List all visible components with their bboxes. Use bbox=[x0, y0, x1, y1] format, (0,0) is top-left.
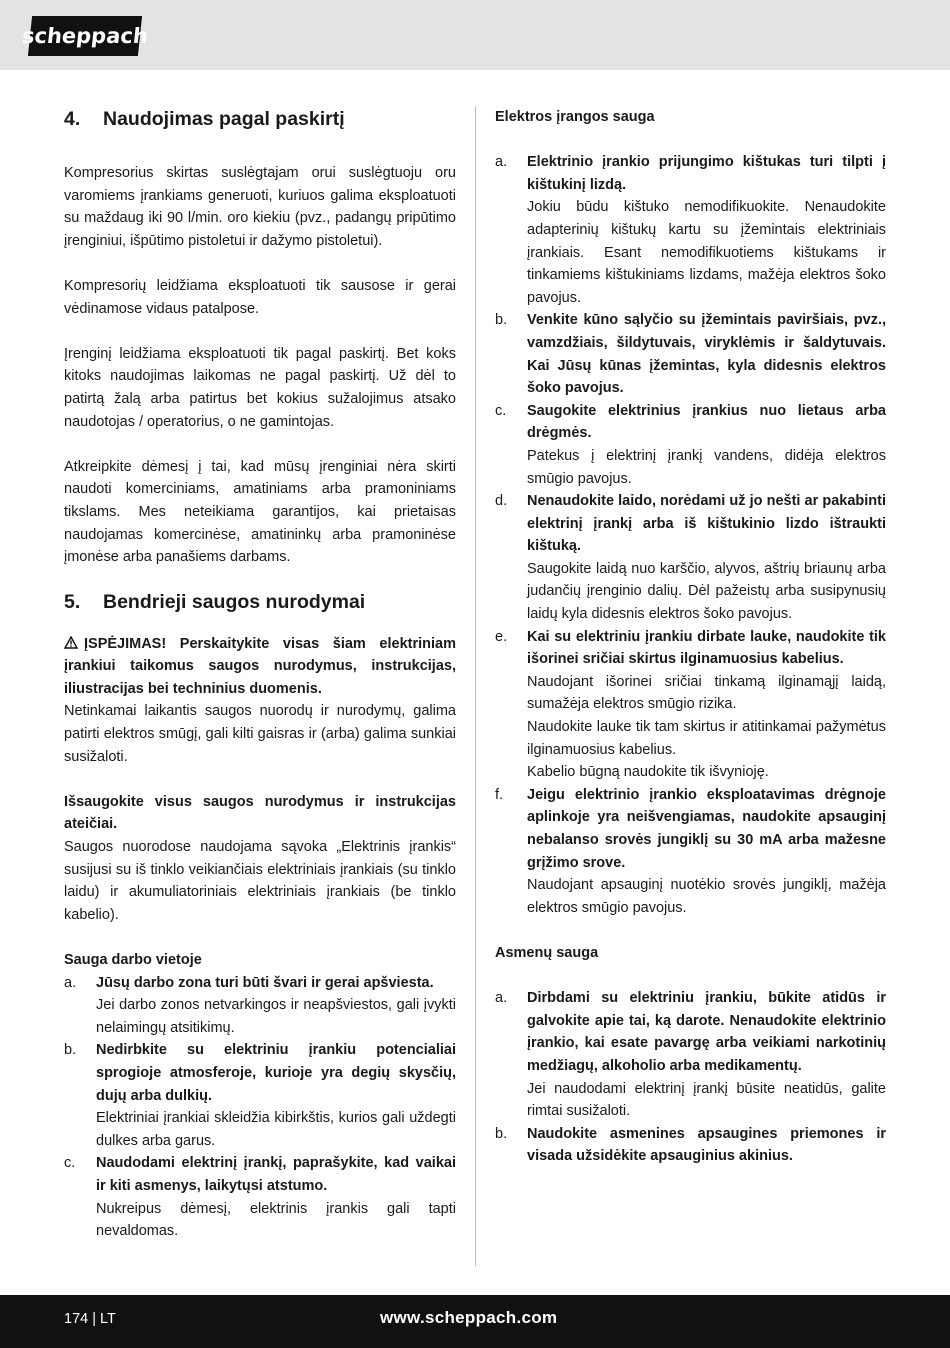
list-item-text: Jei darbo zonos netvarkingos ir neapšviestos, gali įvykti nelaimingų atsitikimų. bbox=[96, 997, 456, 1036]
list-item-text: Naudojant apsauginį nuotėkio srovės jungiklį, mažėja elektros smūgio pavojus. bbox=[527, 877, 886, 916]
list-item-label: b. bbox=[495, 1125, 508, 1142]
list-item-label: a. bbox=[495, 990, 508, 1007]
header-bar bbox=[0, 0, 950, 70]
list-item-text: Saugokite laidą nuo karščio, alyvos, aštrių briaunų arba judančių įrenginio dalių. Dėl pažeistų arba susipynusių laidų kyla didesnis elektros šoko pavojus. bbox=[527, 560, 886, 623]
list-item-text: Jokiu būdu kištuko nemodifikuokite. Nenaudokite adapterinių kištukų kartu su įžemintais elektriniais įrankiais. Esant nemodifikuotiems kištukams ir tinkamiems kištukiniams lizdams, mažėja elektros šoko pavojus. bbox=[527, 199, 886, 306]
right-column bbox=[495, 106, 886, 1168]
list-item-text: Kabelio būgną naudokite tik išvynioję. bbox=[527, 764, 769, 781]
list-item-bold: Jeigu elektrinio įrankio eksploatavimas drėgnoje aplinkoje yra neišvengiamas, naudokite apsauginį nebalanso srovės jungiklį su 30 mA arba mažesne grįžimo srove. bbox=[527, 786, 886, 871]
list-item-body bbox=[96, 1152, 456, 1242]
electrical-safety-list bbox=[495, 151, 886, 919]
list-item-body bbox=[527, 309, 886, 399]
list-item-bold: Jūsų darbo zona turi būti švari ir gerai apšviesta. bbox=[96, 974, 434, 991]
list-item bbox=[495, 309, 886, 399]
section-number: 4. bbox=[64, 108, 81, 130]
list-item-label: f. bbox=[495, 786, 504, 803]
subsection-title: Sauga darbo vietoje bbox=[64, 952, 202, 968]
list-item bbox=[495, 784, 886, 920]
list-item bbox=[495, 490, 886, 626]
warning-icon bbox=[64, 636, 78, 649]
list-item-label: b. bbox=[64, 1042, 77, 1059]
section-title: Naudojimas pagal paskirtį bbox=[103, 108, 345, 130]
list-item-label: a. bbox=[64, 974, 77, 991]
work-safety-list bbox=[64, 972, 456, 1243]
list-item-bold: Nenaudokite laido, norėdami už jo nešti ar pakabinti elektrinį įrankį arba iš kištukinio lizdo ištraukti kištuką. bbox=[527, 493, 886, 555]
list-item-text: Jei naudodami elektrinį įrankį būsite neatidūs, galite rimtai susižaloti. bbox=[527, 1080, 886, 1120]
list-item bbox=[64, 972, 456, 1040]
website-link[interactable]: www.scheppach.com bbox=[380, 1308, 558, 1327]
section-number: 5. bbox=[64, 590, 81, 613]
list-item-text: Patekus į elektrinį įrankį vandens, didėja elektros smūgio pavojus. bbox=[527, 447, 886, 487]
list-item-body bbox=[527, 784, 886, 920]
left-column bbox=[64, 106, 456, 1243]
list-item bbox=[495, 1123, 886, 1168]
list-item-bold: Kai su elektriniu įrankiu dirbate lauke, naudokite tik išorinei sričiai skirtus ilginamuosius kabelius. bbox=[527, 628, 886, 668]
list-item-body bbox=[527, 626, 886, 784]
warning-paragraph bbox=[64, 633, 456, 701]
list-item-label: e. bbox=[495, 628, 508, 645]
subsection-title: Asmenų sauga bbox=[495, 944, 599, 961]
personal-safety-list bbox=[495, 987, 886, 1168]
paragraph: Įrenginį leidžiama eksploatuoti tik pagal paskirtį. Bet koks kitoks naudojimas laikomas ne pagal paskirtį. Už dėl to patirtą žalą arba patirtus bet kokius sužalojimus atsako naudotojas / operatorius, o ne gamintojas. bbox=[64, 345, 456, 430]
page-number: 174 | LT bbox=[64, 1311, 116, 1327]
list-item-body bbox=[96, 972, 456, 1040]
column-divider bbox=[475, 106, 476, 1266]
list-item-label: d. bbox=[495, 493, 508, 510]
list-item-text: Naudokite lauke tik tam skirtus ir atitinkamai pažymėtus ilginamuosius kabelius. bbox=[527, 719, 886, 758]
warning-text: ĮSPĖJIMAS! Perskaitykite visas šiam elektriniam įrankiui taikomus saugos nurodymus, instrukcijas, iliustracijas bei techninius duomenis. bbox=[64, 635, 456, 697]
list-item-bold: Naudodami elektrinį įrankį, paprašykite, kad vaikai ir kiti asmenys, laikytųsi atstumo. bbox=[96, 1155, 456, 1194]
list-item bbox=[64, 1152, 456, 1242]
list-item-bold: Naudokite asmenines apsaugines priemones ir visada užsidėkite apsauginius akinius. bbox=[527, 1125, 886, 1165]
list-item bbox=[495, 987, 886, 1123]
list-item bbox=[495, 400, 886, 490]
list-item-body bbox=[527, 151, 886, 309]
paragraph: Atkreipkite dėmesį į tai, kad mūsų įrenginiai nėra skirti naudoti komerciniams, amatiniams arba pramoniniams tikslams. Mes neteikiama garantijos, kai prietaisas naudojamas komercinėse, amatininkų arba pramoninėse įmonėse arba panašiems darbams. bbox=[64, 458, 456, 566]
list-item-body bbox=[527, 987, 886, 1123]
paragraph: Saugos nuorodose naudojama sąvoka „Elektrinis įrankis“ susijusi su iš tinklo veikiančiais elektriniais įrankiais (su tinklo laidu) ir akumuliatoriniais elektriniais įrankiais (be tinklo kabelio). bbox=[64, 839, 456, 923]
paragraph: Kompresorių leidžiama eksploatuoti tik sausose ir gerai vėdinamose vidaus patalpose. bbox=[64, 277, 456, 317]
list-item-body bbox=[527, 490, 886, 626]
list-item-bold: Saugokite elektrinius įrankius nuo lietaus arba drėgmės. bbox=[527, 402, 886, 442]
list-item-bold: Nedirbkite su elektriniu įrankiu potencialiai sprogioje atmosferoje, kurioje yra degių skysčių, dujų arba dulkių. bbox=[96, 1042, 456, 1104]
list-item-label: c. bbox=[495, 402, 507, 419]
brand-logo: scheppach bbox=[28, 16, 142, 56]
list-item-text: Nukreipus dėmesį, elektrinis įrankis gali tapti nevaldomas. bbox=[96, 1200, 456, 1240]
list-item bbox=[495, 626, 886, 784]
list-item-bold: Elektrinio įrankio prijungimo kištukas turi tilpti į kištukinį lizdą. bbox=[527, 154, 886, 193]
footer-bar bbox=[0, 1295, 950, 1348]
paragraph: Kompresorius skirtas suslėgtajam orui suslėgtuoju oru varomiems įrankiams generuoti, kuriuos galima eksploatuoti su maždaug iki 90 l/min. oro kiekiu (pvz., padangų pripūtimo įrenginiui, išpūtimo pistoletui ir dažymo pistoletui). bbox=[64, 165, 456, 249]
subsection-title: Elektros įrangos sauga bbox=[495, 109, 655, 125]
list-item-label: a. bbox=[495, 154, 508, 171]
paragraph-bold: Išsaugokite visus saugos nurodymus ir instrukcijas ateičiai. bbox=[64, 793, 456, 833]
section-title: Bendrieji saugos nurodymai bbox=[103, 590, 366, 613]
list-item-body bbox=[96, 1039, 456, 1152]
list-item bbox=[64, 1039, 456, 1152]
list-item-label: b. bbox=[495, 312, 508, 329]
paragraph: Netinkamai laikantis saugos nuorodų ir nurodymų, galima patirti elektros smūgį, gali kilti gaisras ir (arba) galima sunkiai susižaloti. bbox=[64, 703, 456, 765]
list-item-body bbox=[527, 400, 886, 490]
list-item bbox=[495, 151, 886, 309]
list-item-label: c. bbox=[64, 1155, 76, 1172]
section-4-heading bbox=[64, 106, 456, 132]
list-item-text: Naudojant išorinei sričiai tinkamą ilginamąjį laidą, sumažėja elektros smūgio rizika. bbox=[527, 673, 886, 713]
list-item-body bbox=[527, 1123, 886, 1168]
list-item-bold: Dirbdami su elektriniu įrankiu, būkite atidūs ir galvokite apie tai, ką darote. Nenaudokite elektrinio įrankio, kai esate pavargę arba veikiami narkotinių medžiagų, alkoholio arba medikamentų. bbox=[527, 990, 886, 1074]
list-item-text: Elektriniai įrankiai skleidžia kibirkštis, kurios gali uždegti dulkes arba garus. bbox=[96, 1110, 456, 1149]
list-item-bold: Venkite kūno sąlyčio su įžemintais paviršiais, pvz., vamzdžiais, šildytuvais, viryklėmis ir šaldytuvais. Kai Jūsų kūnas įžemintas, kyla didesnis elektros šoko pavojus. bbox=[527, 312, 886, 397]
section-5-heading bbox=[64, 589, 456, 615]
